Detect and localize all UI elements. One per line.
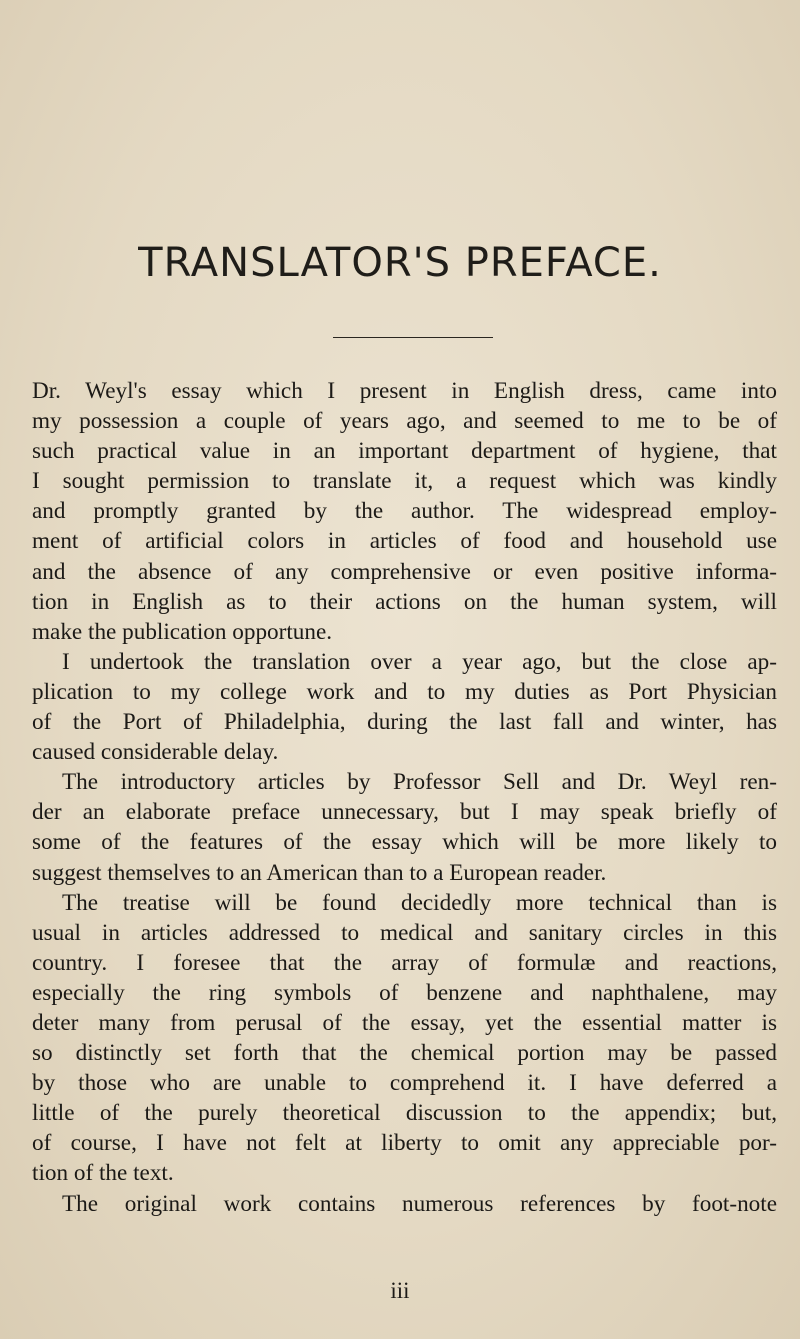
paragraph xyxy=(32,767,777,887)
text-line: I sought permission to translate it, a request which was kindly xyxy=(32,468,777,495)
paragraph xyxy=(32,376,777,647)
text-line: The introductory articles by Professor Sell and Dr. Weyl ren- xyxy=(62,769,777,796)
text-line: suggest themselves to an American than to a European reader. xyxy=(32,859,607,886)
paragraph xyxy=(32,647,777,767)
text-line: by those who are unable to comprehend it. I have deferred a xyxy=(32,1070,777,1097)
paragraph xyxy=(32,888,777,1189)
text-line: some of the features of the essay which will be more likely to xyxy=(32,829,777,856)
text-line: especially the ring symbols of benzene and naphthalene, may xyxy=(32,979,777,1006)
text-line: Dr. Weyl's essay which I present in English dress, came into xyxy=(32,378,777,404)
preface-body xyxy=(32,376,777,1219)
paragraph xyxy=(32,1189,777,1219)
text-line: usual in articles addressed to medical and sanitary circles in this xyxy=(32,919,777,946)
text-line: ment of artificial colors in articles of food and household use xyxy=(32,528,777,555)
text-line: of the Port of Philadelphia, during the last fall and winter, has xyxy=(32,709,777,736)
text-line: The treatise will be found decidedly more technical than is xyxy=(62,889,777,916)
text-line: and promptly granted by the author. The widespread employ- xyxy=(32,498,777,525)
text-line: make the publication opportune. xyxy=(32,618,333,645)
page-title: TRANSLATOR'S PREFACE. xyxy=(138,240,662,286)
text-line: der an elaborate preface unnecessary, but I may speak briefly of xyxy=(32,799,777,826)
text-line: deter many from perusal of the essay, yet the essential matter is xyxy=(32,1009,777,1036)
text-line: of course, I have not felt at liberty to omit any appreciable por- xyxy=(32,1130,777,1157)
text-line: caused considerable delay. xyxy=(32,739,279,766)
text-line: tion in English as to their actions on the human system, will xyxy=(32,588,777,615)
text-line: The original work contains numerous references by foot-note xyxy=(62,1190,777,1217)
text-line: my possession a couple of years ago, and seemed to me to be of xyxy=(32,408,777,435)
title-divider-rule xyxy=(333,337,493,338)
page-number: iii xyxy=(390,1278,410,1303)
text-line: such practical value in an important department of hygiene, that xyxy=(32,438,777,465)
text-line: tion of the text. xyxy=(32,1160,174,1187)
text-line: plication to my college work and to my duties as Port Physician xyxy=(32,678,777,705)
text-line: so distinctly set forth that the chemical portion may be passed xyxy=(32,1040,777,1067)
text-line: little of the purely theoretical discussion to the appendix; but, xyxy=(32,1100,777,1127)
text-line: I undertook the translation over a year ago, but the close ap- xyxy=(62,648,777,675)
text-line: country. I foresee that the array of formulæ and reactions, xyxy=(32,949,777,976)
text-line: and the absence of any comprehensive or even positive informa- xyxy=(32,558,777,585)
